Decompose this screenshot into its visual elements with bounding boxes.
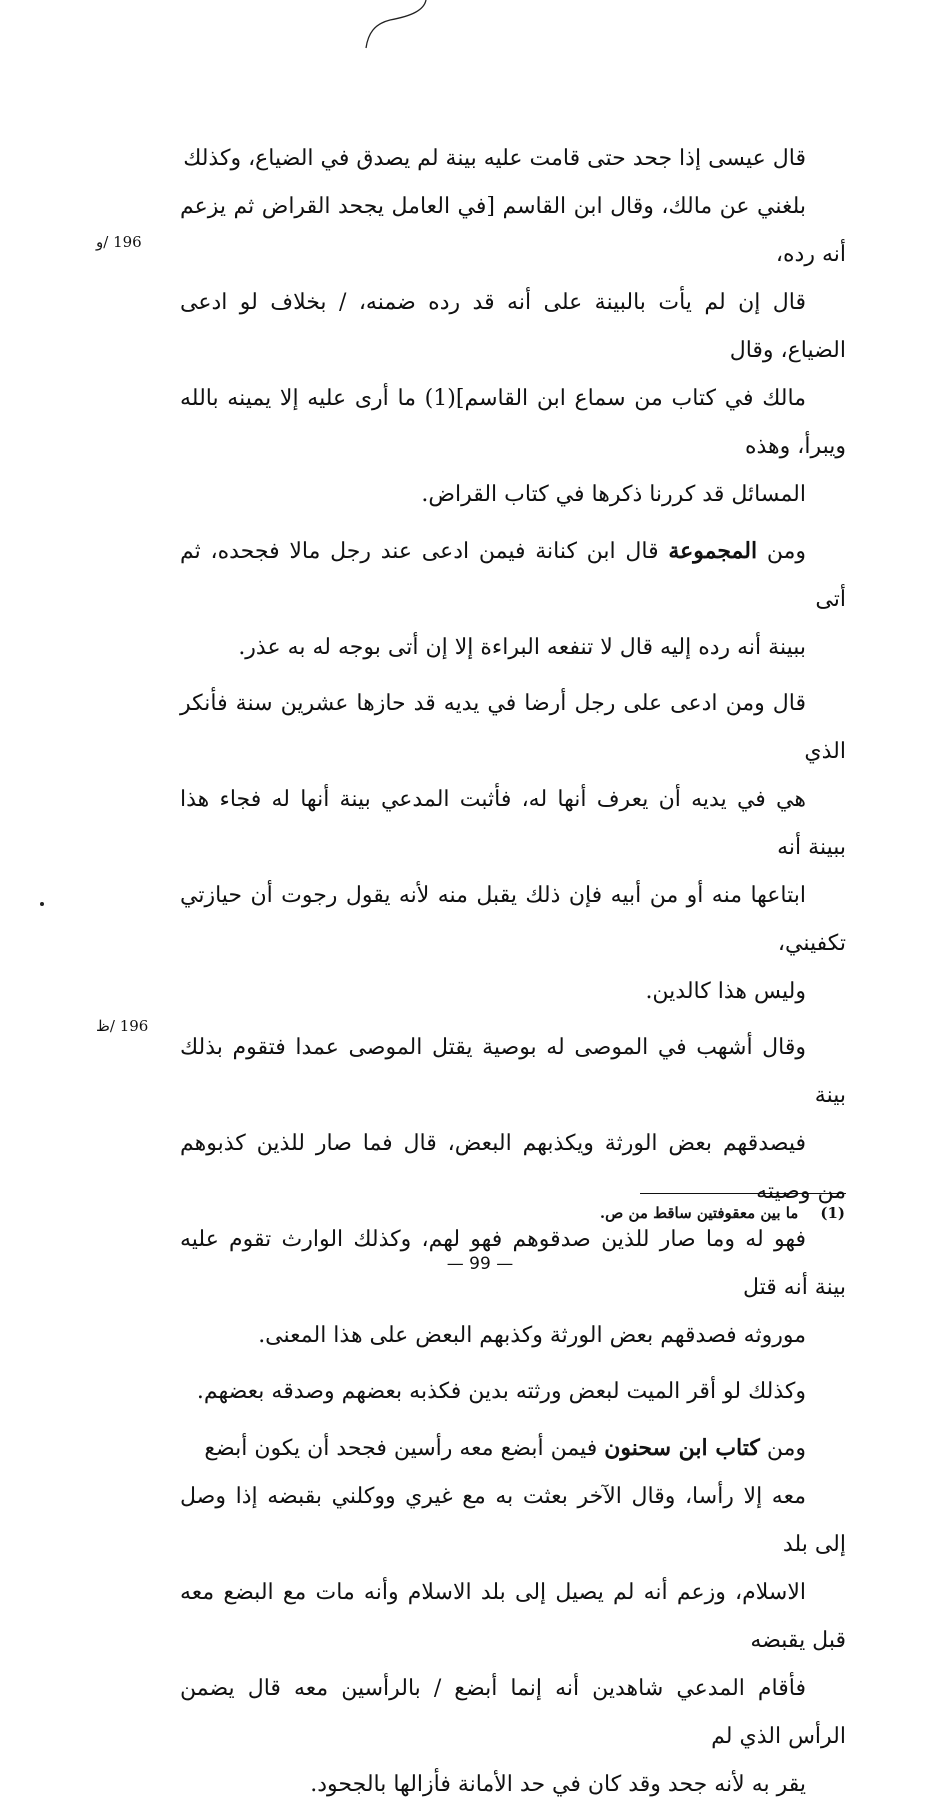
text-fragment: قال ابن كنانة فيمن ادعى عند رجل مالا فجحده، ثم أتى (180, 539, 846, 612)
paragraph-1 (180, 135, 846, 519)
text-line (180, 1424, 846, 1473)
footnote (520, 1204, 845, 1222)
text-line: وليس هذا كالدين. (645, 979, 806, 1004)
text-line: معه إلا رأسا، وقال الآخر بعثت به مع غيري ووكلني بقبضه إذا وصل إلى بلد (180, 1484, 846, 1557)
pen-stroke-mark (360, 0, 440, 60)
footnote-divider (640, 1193, 846, 1194)
text-line (180, 527, 846, 624)
text-line: موروثه فصدقهم بعض الورثة وكذبهم البعض على هذا المعنى. (258, 1323, 806, 1348)
text-line: المسائل قد كررنا ذكرها في كتاب القراض. (421, 482, 806, 507)
text-line: هي في يديه أن يعرف أنها له، فأثبت المدعي بينة أنها له فجاء هذا ببينة أنه (180, 787, 846, 860)
lead-word: ومن (766, 539, 806, 564)
text-line: قال ومن ادعى على رجل أرضا في يديه قد حازها عشرين سنة فأنكر الذي (180, 691, 846, 764)
text-line: ببينة أنه رده إليه قال لا تنفعه البراءة إلا إن أتى بوجه له به عذر. (238, 635, 806, 660)
text-line: قال عيسى إذا جحد حتى قامت عليه بينة لم يصدق في الضياع، وكذلك (183, 146, 806, 171)
text-line: ابتاعها منه أو من أبيه فإن ذلك يقبل منه لأنه يقول رجوت أن حيازتي تكفيني، (180, 883, 846, 956)
main-text (180, 135, 846, 1817)
folio-marker-recto: 196 /و (96, 233, 142, 251)
paragraph-4 (180, 1024, 846, 1360)
text-line: فأقام المدعي شاهدين أنه إنما أبضع / بالرأسين معه قال يضمن الرأس الذي لم (180, 1676, 846, 1749)
lead-word: ومن (766, 1436, 806, 1461)
text-line: قال إن لم يأت بالبينة على أنه قد رده ضمنه، / بخلاف لو ادعى الضياع، وقال (180, 290, 846, 363)
text-line: بلغني عن مالك، وقال ابن القاسم [في العامل يجحد القراض ثم يزعم أنه رده، (180, 194, 846, 267)
text-line: الاسلام، وزعم أنه لم يصيل إلى بلد الاسلام وأنه مات مع البضع معه قبل يقبضه (180, 1580, 846, 1653)
text-line: فيصدقهم بعض الورثة ويكذبهم البعض، قال فما صار للذين كذبوهم من وصيته (180, 1131, 846, 1204)
stray-mark (40, 902, 44, 906)
footnote-text: ما بين معقوفتين ساقط من ص. (599, 1204, 799, 1222)
page-number: — 99 — (446, 1254, 514, 1274)
text-line: وكذلك لو أقر الميت لبعض ورثته بدين فكذبه بعضهم وصدقه بعضهم. (196, 1379, 806, 1404)
paragraph-2 (180, 527, 846, 672)
source-title: كتاب ابن سحنون (604, 1435, 760, 1461)
text-line: فهو له وما صار للذين صدقوهم فهو لهم، وكذلك الوارث تقوم عليه بينة أنه قتل (180, 1227, 846, 1300)
text-line: وقال أشهب في الموصى له بوصية يقتل الموصى عمدا فتقوم بذلك بينة (180, 1035, 846, 1108)
text-fragment: فيمن أبضع معه رأسين فجحد أن يكون أبضع (204, 1436, 598, 1461)
paragraph-5 (180, 1368, 846, 1416)
source-title: المجموعة (668, 538, 758, 564)
footnote-number: (1) (820, 1204, 845, 1222)
text-line: مالك في كتاب من سماع ابن القاسم](1) ما أرى عليه إلا يمينه بالله ويبرأ، وهذه (180, 386, 846, 459)
text-line: يقر به لأنه جحد وقد كان في حد الأمانة فأزالها بالجحود. (310, 1772, 806, 1797)
paragraph-3 (180, 680, 846, 1016)
paragraph-6 (180, 1424, 846, 1809)
folio-marker-verso: 196 /ظ (96, 1017, 149, 1035)
